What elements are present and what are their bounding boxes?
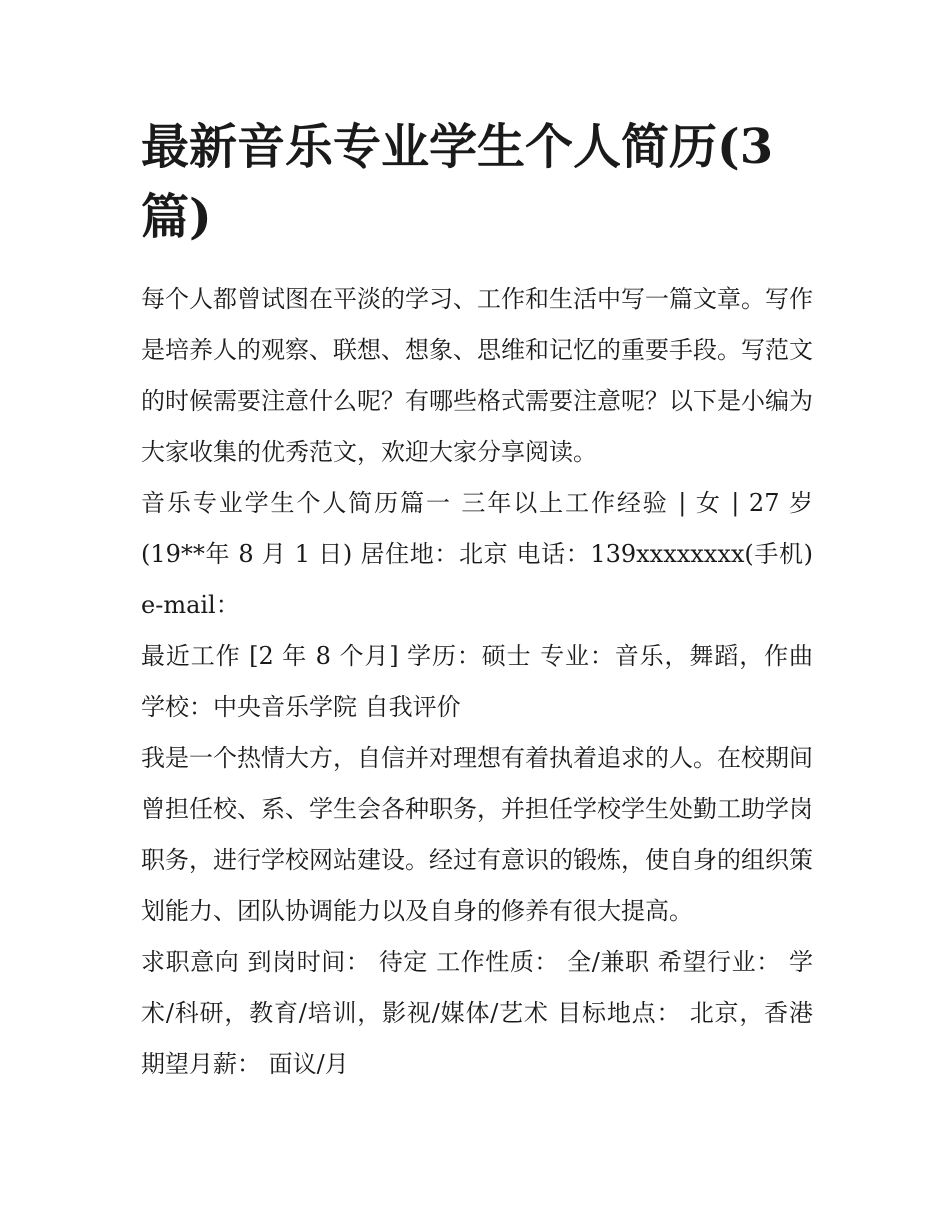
document-title: 最新音乐专业学生个人简历(3篇) (141, 119, 774, 245)
education-paragraph: 最近工作 [2 年 8 个月] 学历：硕士 专业：音乐，舞蹈，作曲 学校：中央音乐学院 自我评价 (141, 642, 813, 721)
job-intention-paragraph: 求职意向 到岗时间： 待定 工作性质： 全/兼职 希望行业： 学术/科研，教育/培训，影视/媒体/艺术 目标地点： 北京，香港 期望月薪： 面议/月 (141, 948, 813, 1078)
resume-header-paragraph: 音乐专业学生个人简历篇一 三年以上工作经验 | 女 | 27 岁 (19**年 8 月 1 日) 居住地：北京 电话：139xxxxxxxx(手机) e-mail： (141, 489, 813, 619)
self-evaluation-paragraph: 我是一个热情大方，自信并对理想有着执着追求的人。在校期间曾担任校、系、学生会各种职务，并担任学校学生处勤工助学岗职务，进行学校网站建设。经过有意识的锻炼，使自身的组织策划能力、团队协调能力以及自身的修养有很大提高。 (141, 744, 813, 925)
intro-paragraph: 每个人都曾试图在平淡的学习、工作和生活中写一篇文章。写作是培养人的观察、联想、想象、思维和记忆的重要手段。写范文的时候需要注意什么呢？有哪些格式需要注意呢？以下是小编为大家收集的优秀范文，欢迎大家分享阅读。 (141, 285, 813, 466)
document-page (141, 112, 813, 1090)
